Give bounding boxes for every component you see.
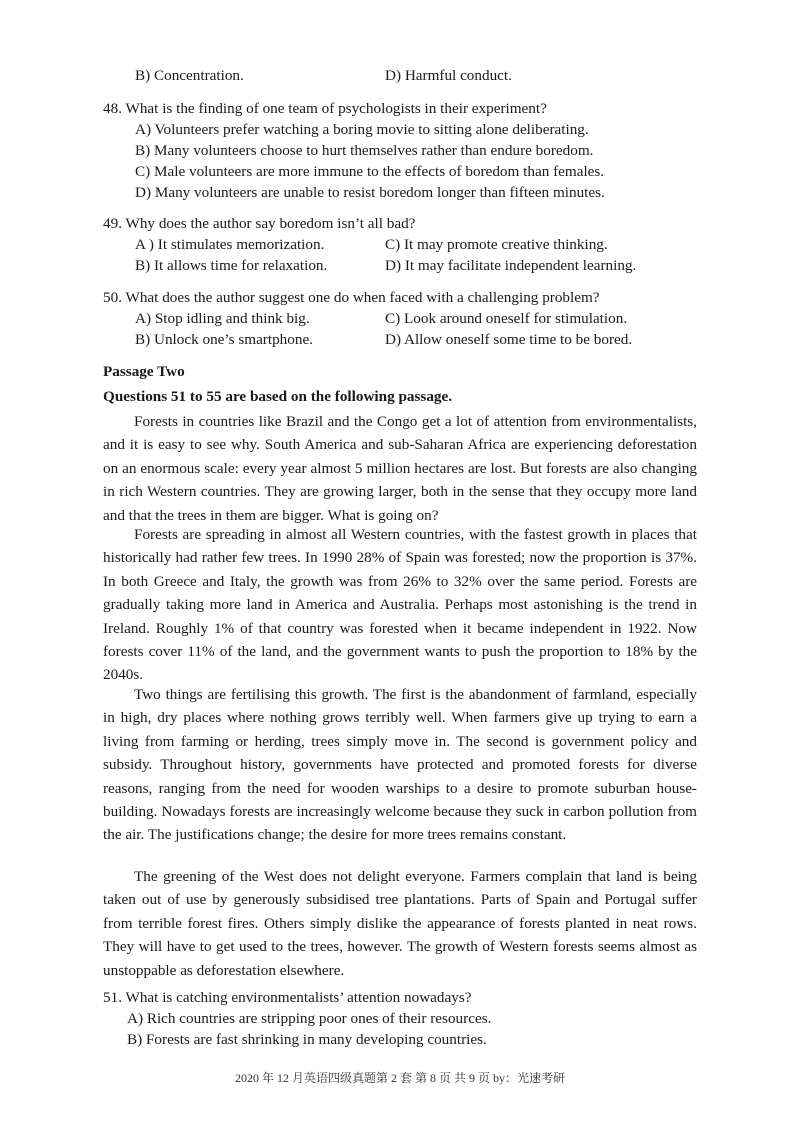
q49-question: 49. Why does the author say boredom isn’t all bad? <box>103 215 416 232</box>
q49-option-a: A ) It stimulates memorization. <box>135 236 325 253</box>
q47-option-b: B) Concentration. <box>135 67 244 84</box>
passage-paragraph-3: Two things are fertilising this growth. The first is the abandonment of farmland, especially in high, dry places where nothing grows terribly well. When farmers give up trying to earn a living from farming or herding, trees simply move in. The second is government policy and subsidy. Throughout history, governments have protected and promoted forests for diverse reasons, ranging from the need for wooden warships to a desire to promote suburban house-building. Nowadays forests are increasingly welcome because they suck in carbon pollution from the air. The justifications change; the desire for more trees remains constant. <box>103 686 697 844</box>
passage-paragraph-4: The greening of the West does not delight everyone. Farmers complain that land is being taken out of use by generously subsidised tree plantations. Parts of Spain and Portugal suffer from terrible forest fires. Others simply dislike the appearance of forests planted in neat rows. They will have to get used to the trees, however. The growth of Western forests seems almost as unstoppable as deforestation elsewhere. <box>103 868 697 979</box>
q50-option-b: B) Unlock one’s smartphone. <box>135 331 314 348</box>
q48-question: 48. What is the finding of one team of psychologists in their experiment? <box>103 100 547 117</box>
q51-question: 51. What is catching environmentalists’ attention nowadays? <box>103 989 472 1006</box>
q48-option-c: C) Male volunteers are more immune to the effects of boredom than females. <box>135 163 605 180</box>
q50-question: 50. What does the author suggest one do when faced with a challenging problem? <box>103 289 600 306</box>
q50-option-c: C) Look around oneself for stimulation. <box>385 310 628 327</box>
page-footer: 2020 年 12 月英语四级真题第 2 套 第 8 页 共 9 页 by：光速考研 <box>234 1071 565 1085</box>
q51-option-b: B) Forests are fast shrinking in many developing countries. <box>127 1031 487 1048</box>
q47-option-d: D) Harmful conduct. <box>385 67 512 84</box>
q48-option-a: A) Volunteers prefer watching a boring movie to sitting alone deliberating. <box>135 121 589 138</box>
q48-option-d: D) Many volunteers are unable to resist boredom longer than fifteen minutes. <box>135 184 605 201</box>
passage-instruction: Questions 51 to 55 are based on the following passage. <box>103 388 453 405</box>
passage-heading: Passage Two <box>103 363 185 380</box>
q51-option-a: A) Rich countries are stripping poor ones of their resources. <box>127 1010 492 1027</box>
q49-option-c: C) It may promote creative thinking. <box>385 236 608 253</box>
q48-option-b: B) Many volunteers choose to hurt themselves rather than endure boredom. <box>135 142 594 159</box>
q49-option-b: B) It allows time for relaxation. <box>135 257 328 274</box>
passage-paragraph-1: Forests in countries like Brazil and the Congo get a lot of attention from environmentalists, and it is easy to see why. South America and sub-Saharan Africa are experiencing deforestation on an enormous scale: every year almost 5 million hectares are lost. But forests are also changing in rich Western countries. They are growing larger, both in the sense that they occupy more land and that the trees in them are bigger. What is going on? <box>103 413 697 524</box>
q50-option-a: A) Stop idling and think big. <box>135 310 310 327</box>
q49-option-d: D) It may facilitate independent learning. <box>385 257 637 274</box>
passage-paragraph-2: Forests are spreading in almost all Western countries, with the fastest growth in places that historically had rather few trees. In 1990 28% of Spain was forested; now the proportion is 37%. In both Greece and Italy, the growth was from 26% to 32% over the same period. Forests are gradually taking more land in America and Australia. Perhaps most astonishing is the trend in Ireland. Roughly 1% of that country was forested when it became independent in 1922. Now forests cover 11% of the land, and the government wants to push the proportion to 18% by the 2040s. <box>103 526 697 684</box>
q50-option-d: D) Allow oneself some time to be bored. <box>385 331 633 348</box>
